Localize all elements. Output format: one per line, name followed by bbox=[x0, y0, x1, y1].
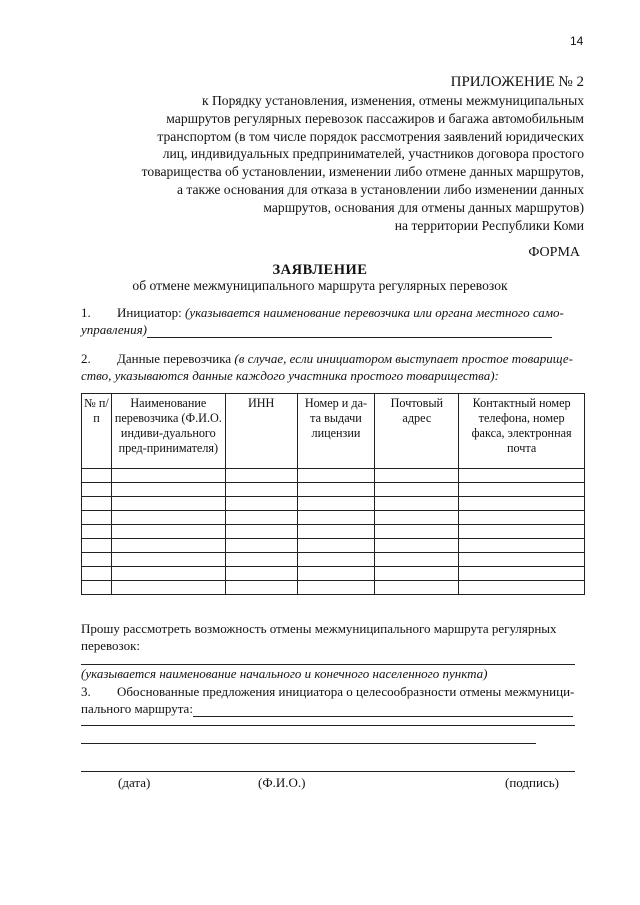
table-cell[interactable] bbox=[82, 581, 112, 595]
appendix-line: на территории Республики Коми bbox=[394, 217, 584, 233]
route-fill-line[interactable] bbox=[81, 664, 575, 665]
table-cell[interactable] bbox=[82, 469, 112, 483]
table-row bbox=[82, 497, 585, 511]
item-hint: (в случае, если инициатором выступает простое товарище- bbox=[234, 351, 573, 366]
item-hint: (указывается наименование перевозчика или органа местного само- bbox=[185, 305, 564, 320]
table-row bbox=[82, 469, 585, 483]
table-cell[interactable] bbox=[375, 511, 459, 525]
document-subheading: об отмене межмуниципального маршрута регулярных перевозок bbox=[132, 278, 508, 293]
table-cell[interactable] bbox=[111, 581, 225, 595]
appendix-title: ПРИЛОЖЕНИЕ № 2 bbox=[450, 74, 584, 90]
item-hint-cont: ство, указываются данные каждого участника простого товарищества): bbox=[81, 367, 499, 383]
table-cell[interactable] bbox=[459, 553, 585, 567]
table-cell[interactable] bbox=[297, 525, 375, 539]
route-hint: (указывается наименование начального и конечного населенного пункта) bbox=[81, 666, 488, 681]
item-text-cont: пального маршрута: bbox=[81, 700, 193, 716]
table-cell[interactable] bbox=[459, 567, 585, 581]
table-cell[interactable] bbox=[459, 539, 585, 553]
justification-fill-line[interactable] bbox=[193, 704, 573, 717]
request-block bbox=[81, 621, 579, 654]
column-header: Почтовый адрес bbox=[375, 394, 459, 469]
item-carrier-data bbox=[81, 351, 579, 384]
table-cell[interactable] bbox=[111, 511, 225, 525]
table-row bbox=[82, 567, 585, 581]
name-caption: (Ф.И.О.) bbox=[258, 775, 306, 790]
item-text: Обоснованные предложения инициатора о целесообразности отмены межмуници- bbox=[117, 684, 575, 699]
appendix-line: лиц, индивидуальных предпринимателей, участников договора простого bbox=[162, 146, 584, 162]
table-cell[interactable] bbox=[111, 483, 225, 497]
initiator-fill-line[interactable] bbox=[147, 325, 552, 338]
table-row bbox=[82, 525, 585, 539]
table-cell[interactable] bbox=[225, 567, 297, 581]
table-cell[interactable] bbox=[375, 483, 459, 497]
column-header: Номер и да-та выдачи лицензии bbox=[297, 394, 375, 469]
date-caption: (дата) bbox=[118, 775, 151, 790]
table-cell[interactable] bbox=[82, 539, 112, 553]
table-cell[interactable] bbox=[375, 497, 459, 511]
appendix-line: товарищества об установлении, изменении либо отмене данных маршрутов, bbox=[141, 164, 584, 180]
justification-fill-line[interactable] bbox=[81, 743, 536, 744]
item-number: 3. bbox=[81, 684, 91, 699]
table-cell[interactable] bbox=[459, 511, 585, 525]
table-cell[interactable] bbox=[297, 469, 375, 483]
table-row bbox=[82, 553, 585, 567]
justification-fill-line[interactable] bbox=[81, 725, 575, 726]
document-heading: ЗАЯВЛЕНИЕ bbox=[272, 262, 368, 278]
appendix-block bbox=[64, 73, 584, 234]
table-cell[interactable] bbox=[297, 539, 375, 553]
column-header: Контактный номер телефона, номер факса, электронная почта bbox=[459, 394, 585, 469]
table-row bbox=[82, 483, 585, 497]
table-cell[interactable] bbox=[375, 553, 459, 567]
table-row bbox=[82, 581, 585, 595]
item-label: Данные перевозчика bbox=[117, 351, 232, 366]
page-number: 14 bbox=[570, 34, 584, 48]
table-cell[interactable] bbox=[225, 581, 297, 595]
table-cell[interactable] bbox=[225, 539, 297, 553]
item-hint-cont: управления) bbox=[81, 321, 147, 337]
signature-line[interactable] bbox=[81, 771, 575, 772]
table-cell[interactable] bbox=[111, 539, 225, 553]
table-header-row bbox=[82, 394, 585, 469]
column-header: № п/п bbox=[82, 394, 112, 469]
table-cell[interactable] bbox=[297, 553, 375, 567]
request-line: Прошу рассмотреть возможность отмены межмуниципального маршрута регулярных bbox=[81, 621, 557, 636]
table-cell[interactable] bbox=[111, 497, 225, 511]
table-cell[interactable] bbox=[111, 553, 225, 567]
appendix-line: маршрутов, основания для отмены данных маршрутов) bbox=[263, 199, 584, 215]
item-initiator bbox=[81, 305, 579, 338]
table-cell[interactable] bbox=[82, 553, 112, 567]
table-cell[interactable] bbox=[225, 469, 297, 483]
table-cell[interactable] bbox=[459, 525, 585, 539]
table-cell[interactable] bbox=[459, 497, 585, 511]
column-header: Наименование перевозчика (Ф.И.О. индиви-дуального пред-принимателя) bbox=[111, 394, 225, 469]
table-cell[interactable] bbox=[297, 581, 375, 595]
table-row bbox=[82, 511, 585, 525]
table-cell[interactable] bbox=[297, 511, 375, 525]
table-cell[interactable] bbox=[375, 469, 459, 483]
item-justification bbox=[81, 684, 579, 717]
item-label: Инициатор: bbox=[117, 305, 182, 320]
table-cell[interactable] bbox=[111, 469, 225, 483]
sign-caption: (подпись) bbox=[505, 775, 559, 790]
table-cell[interactable] bbox=[459, 483, 585, 497]
table-cell[interactable] bbox=[375, 539, 459, 553]
table-cell[interactable] bbox=[297, 497, 375, 511]
appendix-line: маршрутов регулярных перевозок пассажиров и багажа автомобильным bbox=[166, 110, 584, 126]
table-cell[interactable] bbox=[225, 511, 297, 525]
table-cell[interactable] bbox=[375, 567, 459, 581]
appendix-line: транспортом (в том числе порядок рассмотрения заявлений юридических bbox=[157, 128, 584, 144]
item-number: 1. bbox=[81, 305, 91, 320]
carriers-table bbox=[81, 393, 585, 595]
table-cell[interactable] bbox=[459, 581, 585, 595]
table-cell[interactable] bbox=[82, 497, 112, 511]
table-cell[interactable] bbox=[82, 567, 112, 581]
table-cell[interactable] bbox=[82, 525, 112, 539]
table-cell[interactable] bbox=[111, 525, 225, 539]
appendix-line: к Порядку установления, изменения, отмены межмуниципальных bbox=[201, 93, 584, 108]
table-cell[interactable] bbox=[297, 567, 375, 581]
column-header: ИНН bbox=[225, 394, 297, 469]
item-number: 2. bbox=[81, 351, 91, 366]
table-cell[interactable] bbox=[225, 525, 297, 539]
request-line: перевозок: bbox=[81, 637, 141, 653]
table-cell[interactable] bbox=[82, 511, 112, 525]
table-cell[interactable] bbox=[297, 483, 375, 497]
table-cell[interactable] bbox=[375, 525, 459, 539]
table-cell[interactable] bbox=[459, 469, 585, 483]
table-cell[interactable] bbox=[225, 483, 297, 497]
table-cell[interactable] bbox=[82, 483, 112, 497]
appendix-line: а также основания для отказа в установлении либо изменении данных bbox=[176, 181, 584, 197]
table-cell[interactable] bbox=[225, 553, 297, 567]
form-label: ФОРМА bbox=[528, 245, 580, 260]
table-cell[interactable] bbox=[225, 497, 297, 511]
table-cell[interactable] bbox=[375, 581, 459, 595]
table-row bbox=[82, 539, 585, 553]
table-cell[interactable] bbox=[111, 567, 225, 581]
